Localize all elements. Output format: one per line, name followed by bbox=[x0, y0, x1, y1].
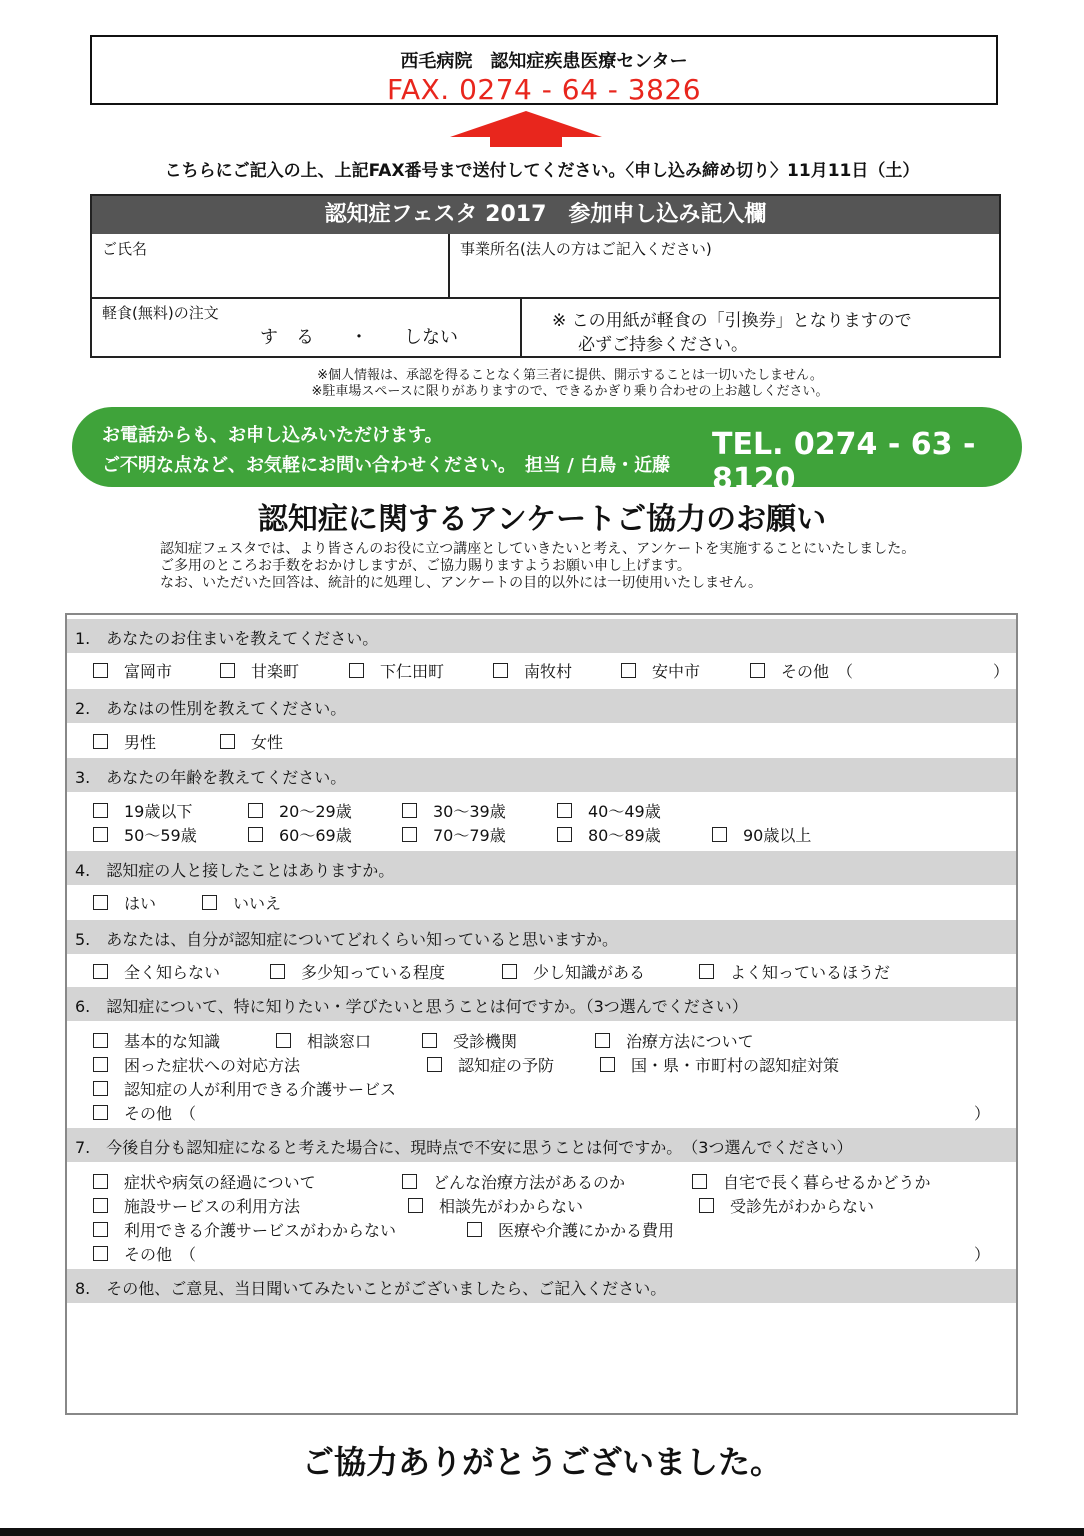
checkbox[interactable] bbox=[93, 1246, 108, 1261]
checkbox[interactable] bbox=[402, 803, 417, 818]
question-7-text: 7. 今後自分も認知症になると考えた場合に、現時点で不安に思うことは何ですか。 （3つ選んでください） bbox=[75, 1138, 853, 1157]
checkbox[interactable] bbox=[276, 1033, 291, 1048]
divider bbox=[92, 297, 999, 299]
question-8 bbox=[67, 1269, 1016, 1303]
checkbox[interactable] bbox=[621, 663, 636, 678]
q7-option[interactable]: 医療や介護にかかる費用 bbox=[467, 1218, 674, 1241]
q6-option[interactable]: 認知症の人が利用できる介護サービス bbox=[93, 1077, 396, 1100]
question-4-text: 4. 認知症の人と接したことはありますか。 bbox=[75, 861, 395, 880]
survey-title: 認知症に関するアンケートご協力のお願い bbox=[257, 502, 827, 537]
q6-option-other[interactable]: その他 （ bbox=[93, 1101, 196, 1124]
q3-option[interactable]: 60～69歳 bbox=[248, 823, 352, 846]
checkbox[interactable] bbox=[93, 1198, 108, 1213]
q8-comment-area[interactable] bbox=[71, 1307, 1011, 1409]
q7-option-other[interactable]: その他 （ bbox=[93, 1242, 196, 1265]
checkbox[interactable] bbox=[557, 803, 572, 818]
checkbox[interactable] bbox=[93, 964, 108, 979]
question-4 bbox=[67, 851, 1016, 885]
checkbox[interactable] bbox=[349, 663, 364, 678]
q5-option[interactable]: よく知っているほうだ bbox=[699, 960, 890, 983]
q3-option[interactable]: 70～79歳 bbox=[402, 823, 506, 846]
bottom-border bbox=[0, 1528, 1084, 1536]
q1-option-kanra[interactable]: 甘楽町 bbox=[220, 659, 299, 682]
q6-option[interactable]: 相談窓口 bbox=[276, 1029, 371, 1052]
intro-line: なお、いただいた回答は、統計的に処理し、アンケートの目的以外には一切使用いたしません。 bbox=[160, 575, 762, 591]
q6-option[interactable]: 国・県・市町村の認知症対策 bbox=[600, 1053, 839, 1076]
q7-option[interactable]: 受診先がわからない bbox=[699, 1194, 874, 1217]
question-5 bbox=[67, 920, 1016, 954]
q7-option[interactable]: どんな治療方法があるのか bbox=[402, 1170, 625, 1193]
checkbox[interactable] bbox=[750, 663, 765, 678]
q3-option[interactable]: 80～89歳 bbox=[557, 823, 661, 846]
privacy-note: ※個人情報は、承認を得ることなく第三者に提供、開示することは一切いたしません。 bbox=[317, 368, 823, 383]
question-6-text: 6. 認知症について、特に知りたい・学びたいと思うことは何ですか。（3つ選んでください） bbox=[75, 997, 748, 1016]
question-6 bbox=[67, 987, 1016, 1021]
q6-option[interactable]: 認知症の予防 bbox=[427, 1053, 554, 1076]
q7-option[interactable]: 自宅で長く暮らせるかどうか bbox=[692, 1170, 931, 1193]
checkbox[interactable] bbox=[422, 1033, 437, 1048]
q3-option[interactable]: 50～59歳 bbox=[93, 823, 197, 846]
fax-number: FAX. 0274 - 64 - 3826 bbox=[386, 73, 702, 106]
checkbox[interactable] bbox=[408, 1198, 423, 1213]
q3-option[interactable]: 19歳以下 bbox=[93, 799, 192, 822]
meal-note-line2: 必ずご持参ください。 bbox=[578, 335, 748, 355]
q4-option-no[interactable]: いいえ bbox=[202, 891, 281, 914]
checkbox[interactable] bbox=[699, 1198, 714, 1213]
phone-banner-line1: お電話からも、お申し込みいただけます。 bbox=[102, 425, 443, 446]
checkbox[interactable] bbox=[93, 827, 108, 842]
checkbox[interactable] bbox=[699, 964, 714, 979]
q6-option[interactable]: 治療方法について bbox=[595, 1029, 754, 1052]
survey-intro bbox=[160, 541, 915, 592]
q1-option-shimonita[interactable]: 下仁田町 bbox=[349, 659, 444, 682]
intro-line: ご多用のところお手数をおかけしますが、ご協力賜りますようお願い申し上げます。 bbox=[160, 558, 691, 574]
question-3 bbox=[67, 758, 1016, 792]
phone-banner-line2: ご不明な点など、お気軽にお問い合わせください。 担当 / 白鳥・近藤 bbox=[102, 455, 671, 476]
checkbox[interactable] bbox=[93, 1081, 108, 1096]
question-7 bbox=[67, 1128, 1016, 1162]
name-label: ご氏名 bbox=[102, 240, 148, 258]
survey-form bbox=[65, 613, 1018, 1415]
intro-line: 認知症フェスタでは、より皆さんのお役に立つ講座としていきたいと考え、アンケートを実施することにいたしました。 bbox=[160, 541, 916, 557]
q5-option[interactable]: 全く知らない bbox=[93, 960, 220, 983]
checkbox[interactable] bbox=[692, 1174, 707, 1189]
q2-option-female[interactable]: 女性 bbox=[220, 730, 283, 753]
checkbox[interactable] bbox=[248, 803, 263, 818]
parking-note: ※駐車場スペースに限りがありますので、できるかぎり乗り合わせの上お越しください。 bbox=[311, 384, 829, 399]
q5-option[interactable]: 少し知識がある bbox=[502, 960, 645, 983]
office-field[interactable] bbox=[460, 256, 990, 294]
checkbox[interactable] bbox=[93, 734, 108, 749]
question-8-text: 8. その他、ご意見、当日聞いてみたいことがございましたら、ご記入ください。 bbox=[75, 1279, 667, 1298]
telephone-number: TEL. 0274 - 63 - 8120 bbox=[712, 427, 976, 497]
checkbox[interactable] bbox=[600, 1057, 615, 1072]
q1-option-nanmoku[interactable]: 南牧村 bbox=[493, 659, 572, 682]
meal-note-line1: ※ この用紙が軽食の「引換券」となりますので bbox=[552, 311, 912, 331]
organization-name: 西毛病院 認知症疾患医療センター bbox=[400, 51, 688, 72]
checkbox[interactable] bbox=[93, 1033, 108, 1048]
fax-header-box bbox=[90, 35, 998, 105]
question-5-text: 5. あなたは、自分が認知症についてどれくらい知っていると思いますか。 bbox=[75, 930, 618, 949]
divider bbox=[520, 297, 522, 358]
checkbox[interactable] bbox=[93, 663, 108, 678]
checkbox[interactable] bbox=[402, 1174, 417, 1189]
q7-close-paren: ） bbox=[974, 1245, 991, 1264]
checkbox[interactable] bbox=[93, 895, 108, 910]
q6-option[interactable]: 基本的な知識 bbox=[93, 1029, 220, 1052]
checkbox[interactable] bbox=[93, 1222, 108, 1237]
q4-option-yes[interactable]: はい bbox=[93, 891, 156, 914]
meal-label: 軽食(無料)の注文 bbox=[102, 304, 219, 322]
checkbox[interactable] bbox=[220, 734, 235, 749]
q6-option[interactable]: 受診機関 bbox=[422, 1029, 517, 1052]
q7-option[interactable]: 症状や病気の経過について bbox=[93, 1170, 316, 1193]
checkbox[interactable] bbox=[202, 895, 217, 910]
checkbox[interactable] bbox=[93, 1057, 108, 1072]
registration-title: 認知症フェスタ 2017 参加申し込み記入欄 bbox=[92, 196, 999, 234]
q1-option-tomioka[interactable]: 富岡市 bbox=[93, 659, 172, 682]
up-arrow-icon bbox=[450, 111, 602, 147]
q3-option[interactable]: 40～49歳 bbox=[557, 799, 661, 822]
checkbox[interactable] bbox=[493, 663, 508, 678]
checkbox[interactable] bbox=[467, 1222, 482, 1237]
name-field[interactable] bbox=[102, 256, 442, 294]
q7-option[interactable]: 施設サービスの利用方法 bbox=[93, 1194, 300, 1217]
checkbox[interactable] bbox=[427, 1057, 442, 1072]
question-1-text: 1. あなたのお住まいを教えてください。 bbox=[75, 629, 379, 648]
registration-form bbox=[90, 194, 1001, 358]
checkbox[interactable] bbox=[93, 803, 108, 818]
checkbox[interactable] bbox=[93, 1105, 108, 1120]
checkbox[interactable] bbox=[595, 1033, 610, 1048]
checkbox[interactable] bbox=[557, 827, 572, 842]
checkbox[interactable] bbox=[270, 964, 285, 979]
q6-close-paren: ） bbox=[974, 1104, 991, 1123]
phone-banner bbox=[72, 407, 1022, 497]
q6-option[interactable]: 困った症状への対応方法 bbox=[93, 1053, 300, 1076]
q3-option[interactable]: 90歳以上 bbox=[712, 823, 811, 846]
question-3-text: 3. あなたの年齢を教えてください。 bbox=[75, 768, 347, 787]
checkbox[interactable] bbox=[502, 964, 517, 979]
q7-option[interactable]: 利用できる介護サービスがわからない bbox=[93, 1218, 396, 1241]
q5-option[interactable]: 多少知っている程度 bbox=[270, 960, 445, 983]
office-label: 事業所名(法人の方はご記入ください) bbox=[460, 240, 712, 258]
q1-option-other[interactable]: その他 （ bbox=[750, 659, 853, 682]
checkbox[interactable] bbox=[402, 827, 417, 842]
meal-order-options[interactable]: す る ・ しない bbox=[260, 327, 458, 348]
thank-you-message: ご協力ありがとうございました。 bbox=[301, 1443, 782, 1481]
q3-option[interactable]: 20～29歳 bbox=[248, 799, 352, 822]
submission-instruction: こちらにご記入の上、上記FAX番号まで送付してください。〈申し込み締め切り〉11月11日（土） bbox=[164, 161, 920, 181]
q7-option[interactable]: 相談先がわからない bbox=[408, 1194, 583, 1217]
checkbox[interactable] bbox=[712, 827, 727, 842]
q3-option[interactable]: 30～39歳 bbox=[402, 799, 506, 822]
question-2 bbox=[67, 689, 1016, 723]
q1-close-paren: ） bbox=[993, 662, 1010, 681]
divider bbox=[448, 234, 450, 297]
checkbox[interactable] bbox=[248, 827, 263, 842]
checkbox[interactable] bbox=[220, 663, 235, 678]
checkbox[interactable] bbox=[93, 1174, 108, 1189]
question-2-text: 2. あなはの性別を教えてください。 bbox=[75, 699, 347, 718]
q2-option-male[interactable]: 男性 bbox=[93, 730, 156, 753]
q1-option-annaka[interactable]: 安中市 bbox=[621, 659, 700, 682]
question-1 bbox=[67, 619, 1016, 653]
